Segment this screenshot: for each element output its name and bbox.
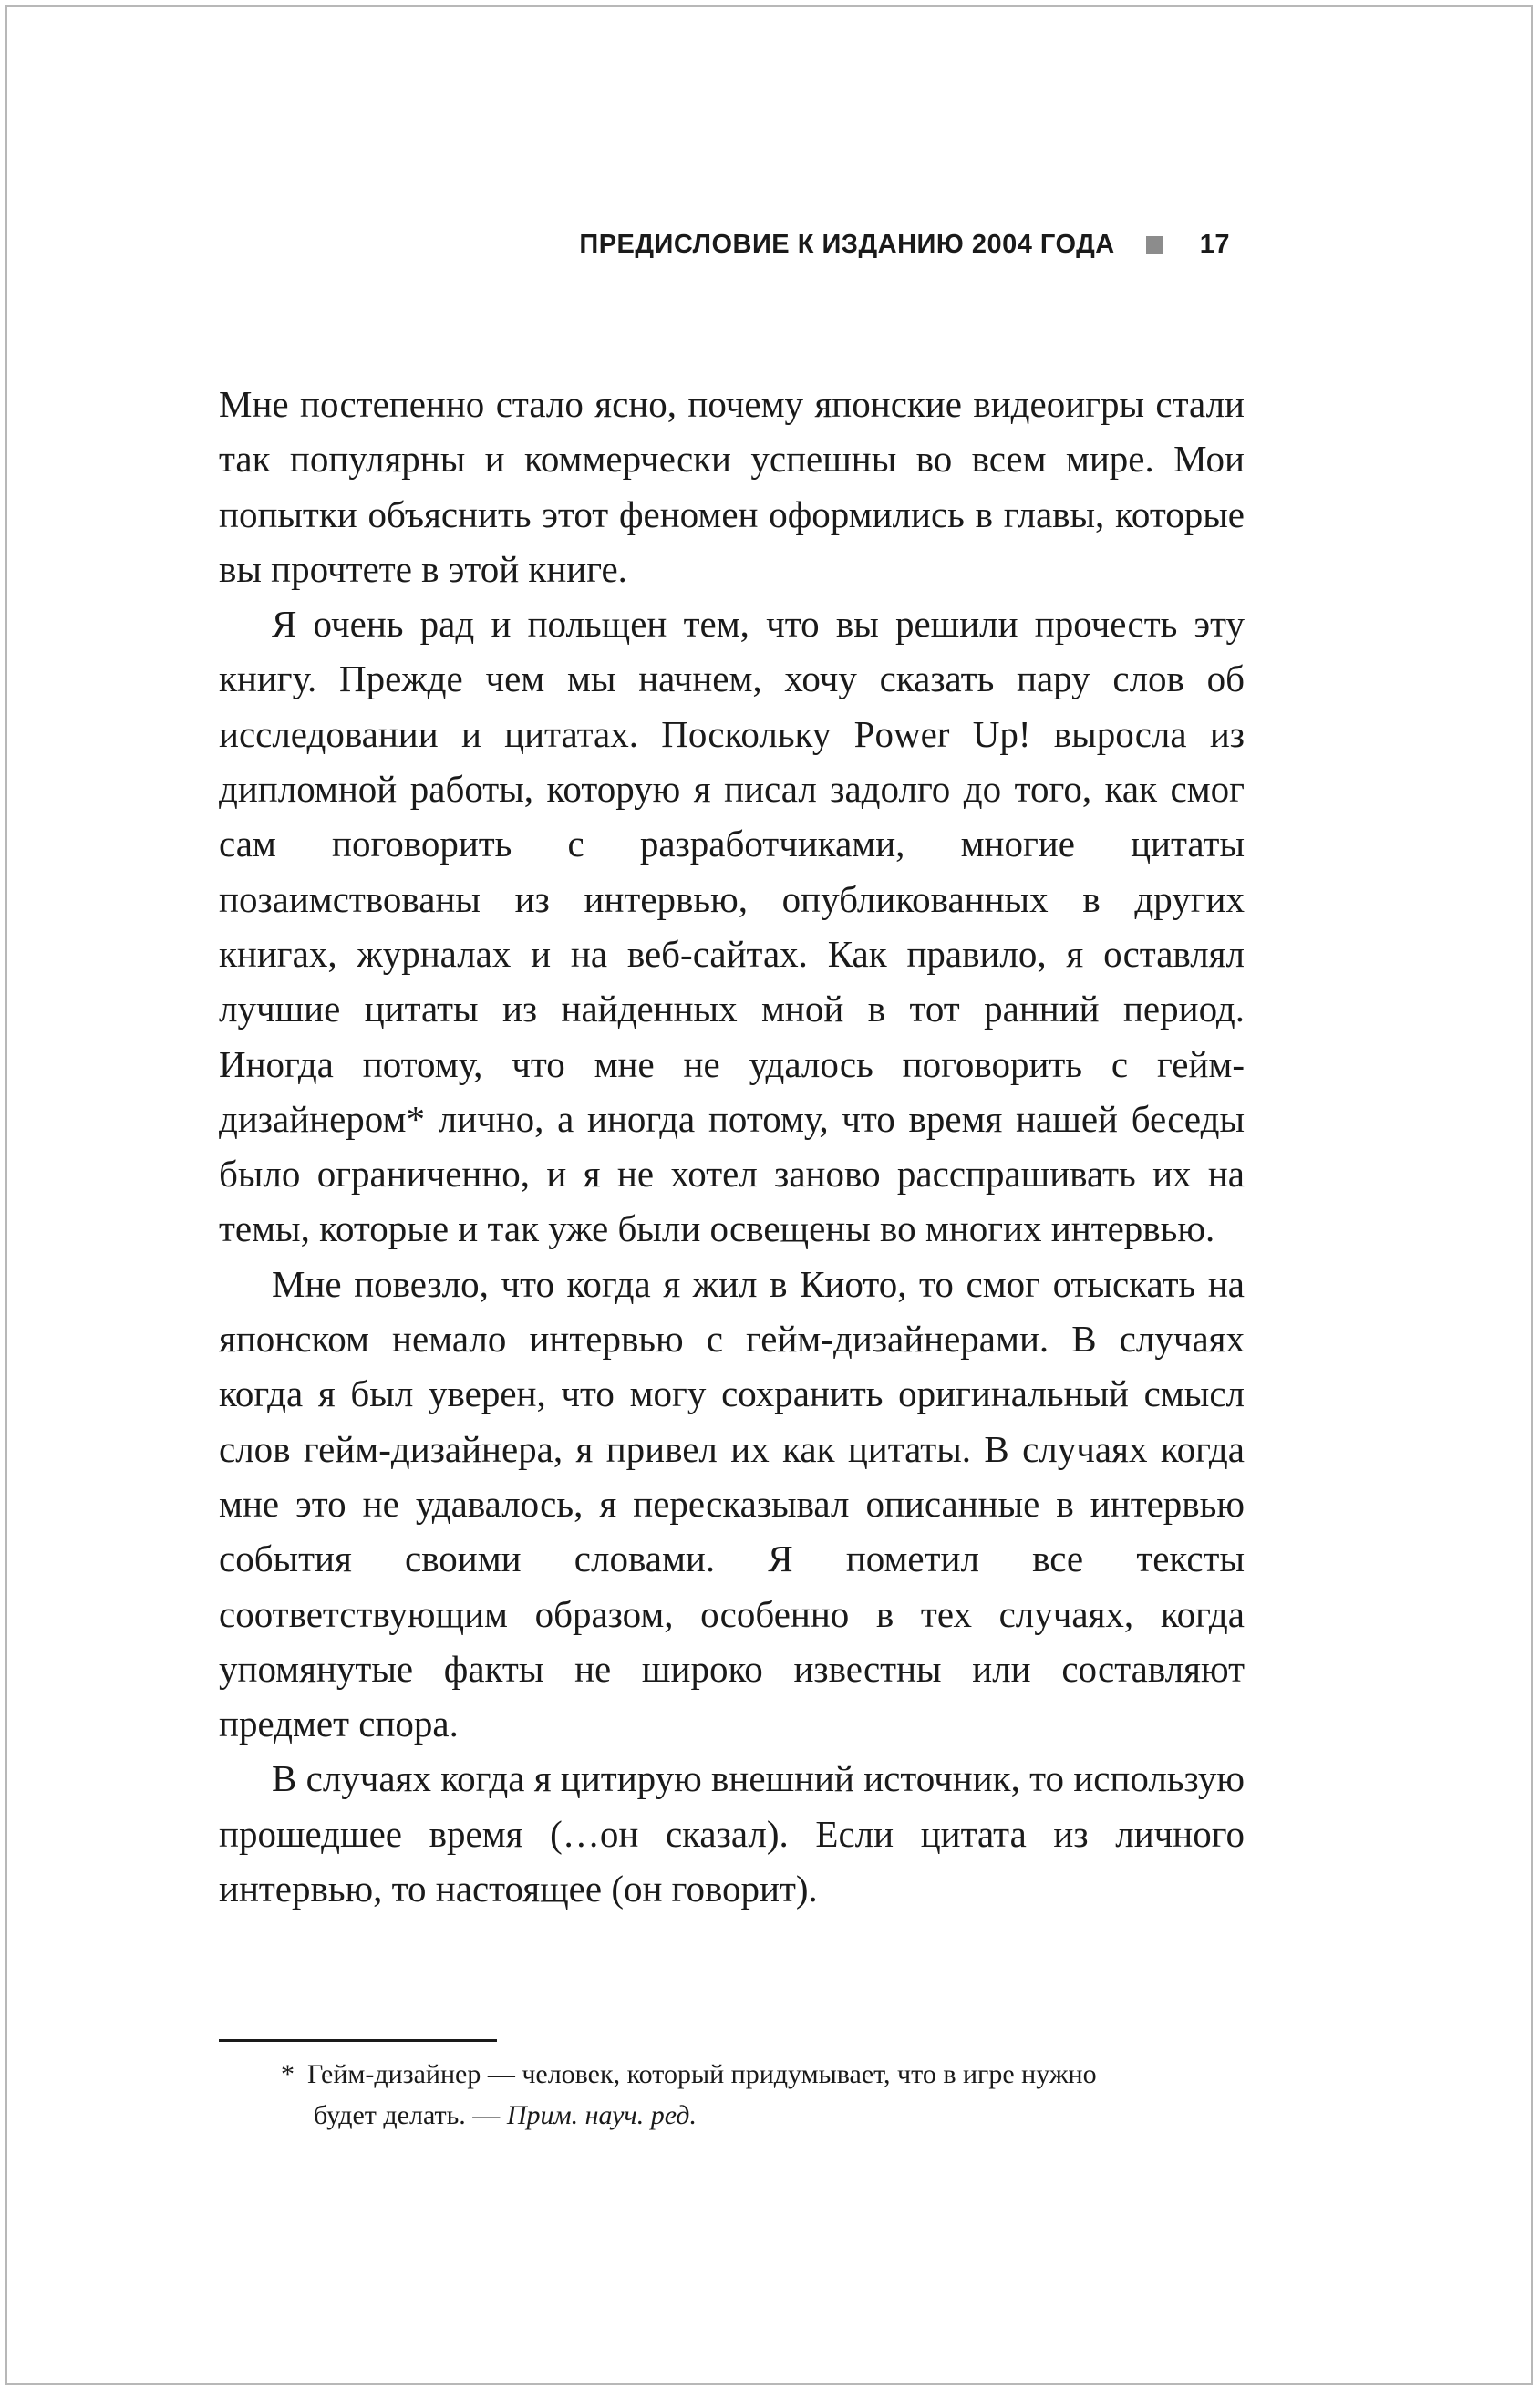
footnote-marker: * <box>281 2059 295 2089</box>
paragraph-4: В случаях когда я цитирую внешний источник, то использую прошедшее время (…он сказал). Если цитата из личного интервью, то настоящее (он говорит). <box>219 1757 1245 1910</box>
paragraph-3: Мне повезло, что когда я жил в Киото, то смог отыскать на японском немало интервью с гейм-дизайнерами. В случаях когда я был уверен, что могу сохранить оригинальный смысл слов гейм-дизайнера, я привел их как цитаты. В случаях когда мне это не удавалось, я пересказывал описанные в интервью события своими словами. Я пометил все тексты соответствующим образом, особенно в тех случаях, когда упомянутые факты не широко известны или составляют предмет спора. <box>219 1262 1245 1745</box>
footnote-line-2 <box>281 2095 1247 2136</box>
paragraph-1: Мне постепенно стало ясно, почему японские видеоигры стали так популярны и коммерчески успешны во всем мире. Мои попытки объяснить этот феномен оформились в главы, которые вы прочтете в этой книге. <box>219 383 1245 590</box>
paragraph-2: Я очень рад и польщен тем, что вы решили прочесть эту книгу. Прежде чем мы начнем, хочу сказать пару слов об исследовании и цитатах. Поскольку Power Up! выросла из дипломной работы, которую я писал задолго до того, как смог сам поговорить с разработчиками, многие цитаты позаимствованы из интервью, опубликованных в других книгах, журналах и на веб-сайтах. Как правило, я оставлял лучшие цитаты из найденных мной в тот ранний период. Иногда потому, что мне не удалось поговорить с гейм-дизайнером* лично, а иногда потому, что время нашей беседы было ограниченно, и я не хотел заново расспрашивать их на темы, которые и так уже были освещены во многих интервью. <box>219 603 1245 1250</box>
footnote-attribution: Прим. науч. ред. <box>506 2100 697 2130</box>
running-header <box>579 226 1230 263</box>
footnote-text-continued: будет делать. — <box>314 2100 507 2130</box>
main-text <box>219 377 1245 1916</box>
running-title: ПРЕДИСЛОВИЕ К ИЗДАНИЮ 2004 ГОДА <box>579 230 1115 259</box>
square-bullet-icon <box>1146 236 1163 254</box>
footnote-text: Гейм-дизайнер — человек, который придумывает, что в игре нужно <box>307 2059 1097 2089</box>
page-number: 17 <box>1199 230 1230 259</box>
footnote <box>281 2054 1247 2136</box>
book-page <box>5 5 1533 2385</box>
footnote-divider <box>219 2039 497 2042</box>
